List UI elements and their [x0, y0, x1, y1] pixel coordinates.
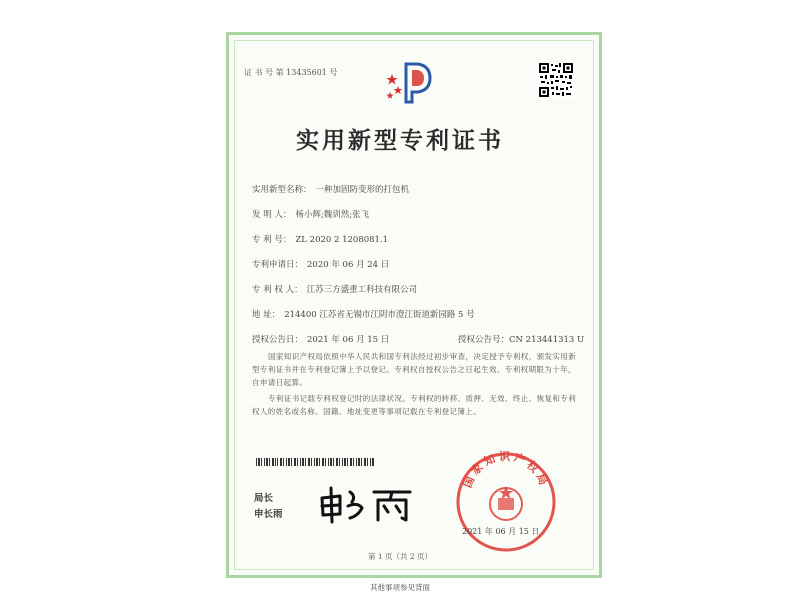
field-label: 地 址： [252, 310, 281, 320]
seal-date: 2021 年 06 月 15 日 [462, 527, 540, 536]
field-utility-model-name [252, 183, 409, 195]
seal-text: 国家知识产权局 [460, 450, 552, 490]
field-announcement-number [458, 333, 584, 345]
field-value: 214400 江苏省无锡市江阴市澄江街道新园路 5 号 [284, 310, 475, 320]
field-value: ZL 2020 2 1208081.1 [295, 235, 389, 245]
barcode-icon [256, 458, 374, 466]
certificate-number: 证 书 号 第 13435601 号 [244, 68, 338, 77]
director-title: 局长 [254, 493, 274, 504]
field-label: 授权公告号： [458, 335, 510, 345]
page-number: 第 1 页（共 2 页） [367, 552, 433, 561]
certificate-title: 实用新型专利证书 [296, 127, 504, 154]
field-address [252, 308, 475, 320]
field-label: 专 利 权 人： [252, 285, 303, 295]
field-label: 专 利 号： [252, 235, 292, 245]
field-grant-date [252, 333, 389, 345]
field-value: 2020 年 06 月 24 日 [307, 260, 390, 270]
field-inventors [252, 208, 369, 220]
director-signature-icon [318, 484, 414, 524]
official-seal-icon [454, 450, 558, 554]
field-value: 江苏三方盛重工科技有限公司 [306, 285, 418, 295]
field-label: 授权公告日： [252, 335, 304, 345]
footer-note: 其他事项参见背面 [370, 583, 430, 592]
cnipa-logo-icon [384, 60, 436, 106]
field-value: 杨小辉;魏训然;张飞 [295, 210, 370, 220]
qr-code-icon [538, 62, 574, 98]
grant-paragraph: 国家知识产权局依照中华人民共和国专利法经过初步审查，决定授予专利权，颁发实用新型专利证书并在专利登记簿上予以登记。专利权自授权公告之日起生效。专利权期限为十年，自申请日起算。 [252, 352, 577, 387]
field-patent-number [252, 233, 388, 245]
svg-text:国家知识产权局 [460, 450, 551, 490]
field-value: 2021 年 06 月 15 日 [307, 335, 390, 345]
field-label: 专利申请日： [252, 260, 304, 270]
field-label: 发 明 人： [252, 210, 292, 220]
field-label: 实用新型名称： [252, 185, 312, 195]
field-value: 一种加固防变形的打包机 [315, 185, 410, 195]
field-application-date [252, 258, 389, 270]
legal-status-paragraph: 专利证书记载专利权登记时的法律状况。专利权的转移、质押、无效、终止、恢复和专利权人的姓名或名称、国籍、地址变更等事项记载在专利登记簿上。 [252, 394, 577, 416]
director-name: 申长雨 [254, 509, 283, 520]
field-patentee [252, 283, 417, 295]
field-value: CN 213441313 U [509, 335, 585, 345]
